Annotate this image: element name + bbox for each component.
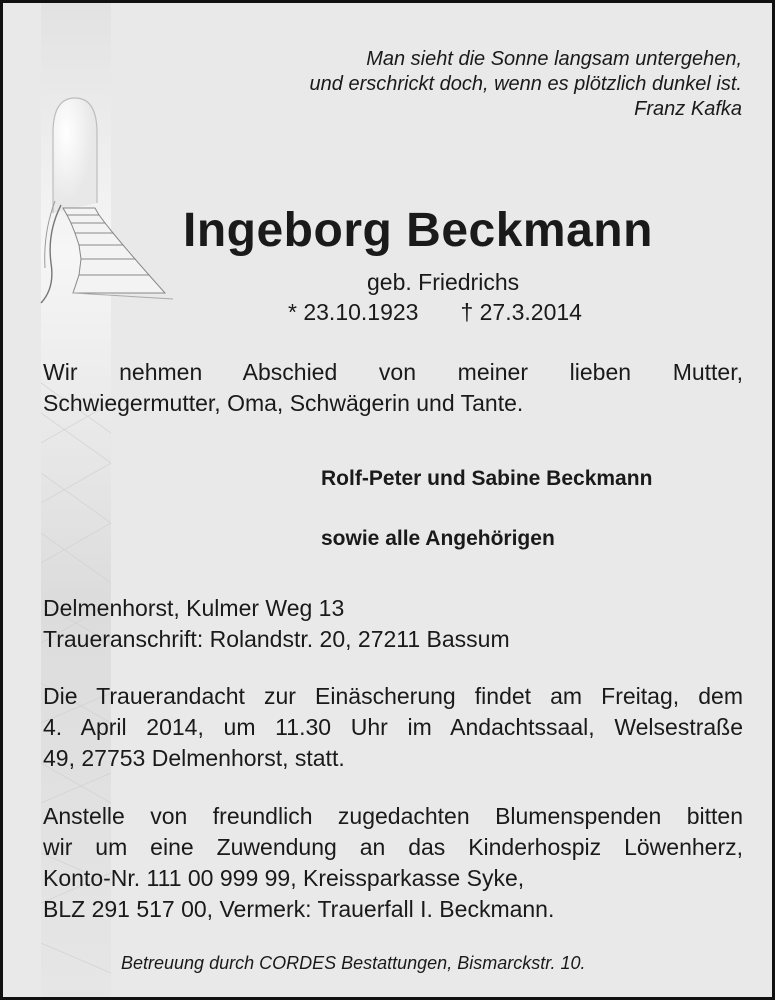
farewell-text xyxy=(43,357,743,419)
quote-line-1: Man sieht die Sonne langsam untergehen, xyxy=(366,48,742,70)
birth-date: * 23.10.1923 xyxy=(288,299,419,325)
kafka-quote xyxy=(310,47,742,122)
ceremony-line-1: Die Trauerandacht zur Einäscherung findet am Freitag, dem xyxy=(43,683,743,709)
donation-line-3: Konto-Nr. 111 00 999 99, Kreissparkasse Syke, xyxy=(43,865,525,891)
quote-author: Franz Kafka xyxy=(634,98,742,120)
address-block xyxy=(43,593,743,655)
donation-line-4: BLZ 291 517 00, Vermerk: Trauerfall I. Beckmann. xyxy=(43,896,555,922)
mourners-primary: Rolf-Peter und Sabine Beckmann xyxy=(321,467,653,490)
life-dates xyxy=(288,299,582,326)
ceremony-block xyxy=(43,681,743,774)
stairway-icon xyxy=(33,93,183,313)
funeral-home-credit: Betreuung durch CORDES Bestattungen, Bismarckstr. 10. xyxy=(121,953,586,973)
donation-line-1: Anstelle von freundlich zugedachten Blumenspenden bitten xyxy=(43,803,743,829)
quote-line-2: und erschrickt doch, wenn es plötzlich dunkel ist. xyxy=(309,73,742,95)
death-date: † 27.3.2014 xyxy=(460,299,582,325)
birth-name: geb. Friedrichs xyxy=(367,269,520,295)
ceremony-line-2: 4. April 2014, um 11.30 Uhr im Andachtssaal, Welsestraße xyxy=(43,714,743,740)
address-line-2: Traueranschrift: Rolandstr. 20, 27211 Bassum xyxy=(43,626,510,652)
address-line-1: Delmenhorst, Kulmer Weg 13 xyxy=(43,595,345,621)
farewell-line-2: Schwiegermutter, Oma, Schwägerin und Tante. xyxy=(43,390,524,416)
deceased-name: Ingeborg Beckmann xyxy=(183,204,653,257)
donation-block xyxy=(43,801,743,925)
farewell-line-1: Wir nehmen Abschied von meiner lieben Mutter, xyxy=(43,359,743,385)
donation-line-2: wir um eine Zuwendung an das Kinderhospiz Löwenherz, xyxy=(43,834,743,860)
mourners-others: sowie alle Angehörigen xyxy=(321,527,555,550)
ceremony-line-3: 49, 27753 Delmenhorst, statt. xyxy=(43,745,345,771)
